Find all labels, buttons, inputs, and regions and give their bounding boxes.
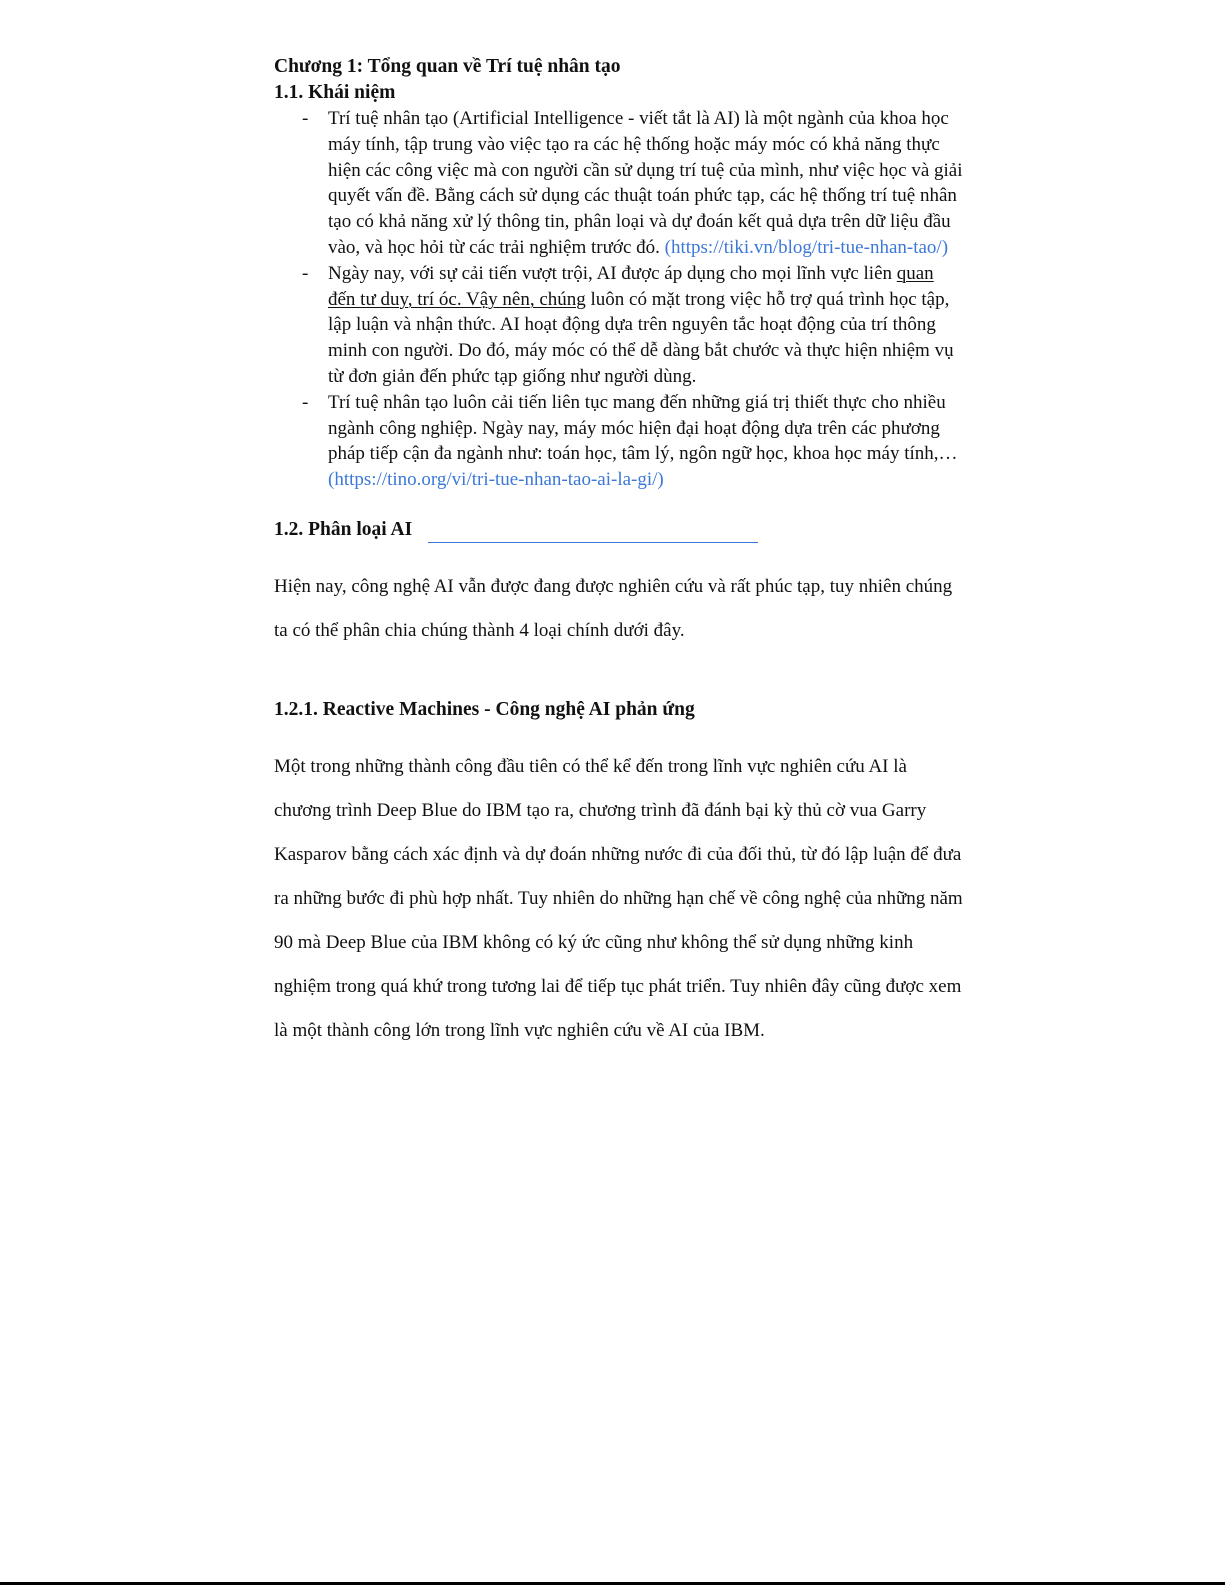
bullet-text-rest: luôn có mặt trong việc hỗ trợ quá trình học tập, lập luận và nhận thức. AI hoạt động dựa trên nguyên tắc hoạt động của trí thông minh con người. Do đó, máy móc có thể dễ dàng bắt chước và thực hiện nhiệm vụ từ đơn giản đến phức tạp giống như người dùng.: [328, 288, 954, 387]
source-link-tiki[interactable]: (https://tiki.vn/blog/tri-tue-nhan-tao/): [664, 236, 949, 258]
blue-underline-rule: [428, 542, 758, 543]
bullet-dash: -: [302, 108, 309, 129]
bullet-text: Trí tuệ nhân tạo (Artificial Intelligence - viết tắt là AI) là một ngành của khoa học máy tính, tập trung vào việc tạo ra các hệ thống hoặc máy móc có khả năng thực hiện các công việc mà con người cần sử dụng trí tuệ của mình, như việc học và giải quyết vấn đề. Bằng cách sử dụng các thuật toán phức tạp, các hệ thống trí tuệ nhân tạo có khả năng xử lý thông tin, phân loại và dự đoán kết quả dựa trên dữ liệu đầu vào, và học hỏi từ các trải nghiệm trước đó.: [328, 108, 963, 258]
bullet-dash: -: [302, 262, 309, 284]
section-1-2-heading-row: [274, 517, 964, 547]
bullet-item-3: [274, 390, 964, 493]
bullet-item-1: [274, 106, 964, 261]
bullet-dash: -: [302, 391, 309, 413]
bullet-text-underlined: quan đến tư duy, trí óc. Vậy nên, chúng: [328, 262, 934, 310]
bullet-item-2: [274, 261, 964, 390]
section-1-1-title: 1.1. Khái niệm: [274, 82, 396, 103]
document-page: [274, 54, 964, 1053]
concept-bullet-list: [274, 106, 964, 493]
source-link-tino[interactable]: (https://tino.org/vi/tri-tue-nhan-tao-ai-la-gi/): [328, 469, 664, 491]
bullet-text-start: Ngày nay, với sự cải tiến vượt trội, AI được áp dụng cho mọi lĩnh vực liên: [328, 262, 897, 284]
section-1-2-intro: Hiện nay, công nghệ AI vẫn được đang được nghiên cứu và rất phúc tạp, tuy nhiên chúng ta có thể phân chia chúng thành 4 loại chính dưới đây.: [274, 575, 953, 641]
section-1-2-1-body: Một trong những thành công đầu tiên có thể kể đến trong lĩnh vực nghiên cứu AI là chương trình Deep Blue do IBM tạo ra, chương trình đã đánh bại kỳ thủ cờ vua Garry Kasparov bằng cách xác định và dự đoán những nước đi của đối thủ, từ đó lập luận để đưa ra những bước đi phù hợp nhất. Tuy nhiên do những hạn chế về công nghệ của những năm 90 mà Deep Blue của IBM không có ký ức cũng như không thể sử dụng những kinh nghiệm trong quá khứ trong tương lai để tiếp tục phát triển. Tuy nhiên đây cũng được xem là một thành công lớn trong lĩnh vực nghiên cứu về AI của IBM.: [274, 755, 963, 1041]
section-1-2-1-title: 1.2.1. Reactive Machines - Công nghệ AI phản ứng: [274, 698, 695, 720]
chapter-title: Chương 1: Tổng quan về Trí tuệ nhân tạo: [274, 56, 621, 77]
section-1-2-title: 1.2. Phân loại AI: [274, 518, 413, 540]
bullet-text: Trí tuệ nhân tạo luôn cải tiến liên tục mang đến những giá trị thiết thực cho nhiều ngành công nghiệp. Ngày nay, máy móc hiện đại hoạt động dựa trên các phương pháp tiếp cận đa ngành như: toán học, tâm lý, ngôn ngữ học, khoa học máy tính,…: [328, 391, 958, 465]
